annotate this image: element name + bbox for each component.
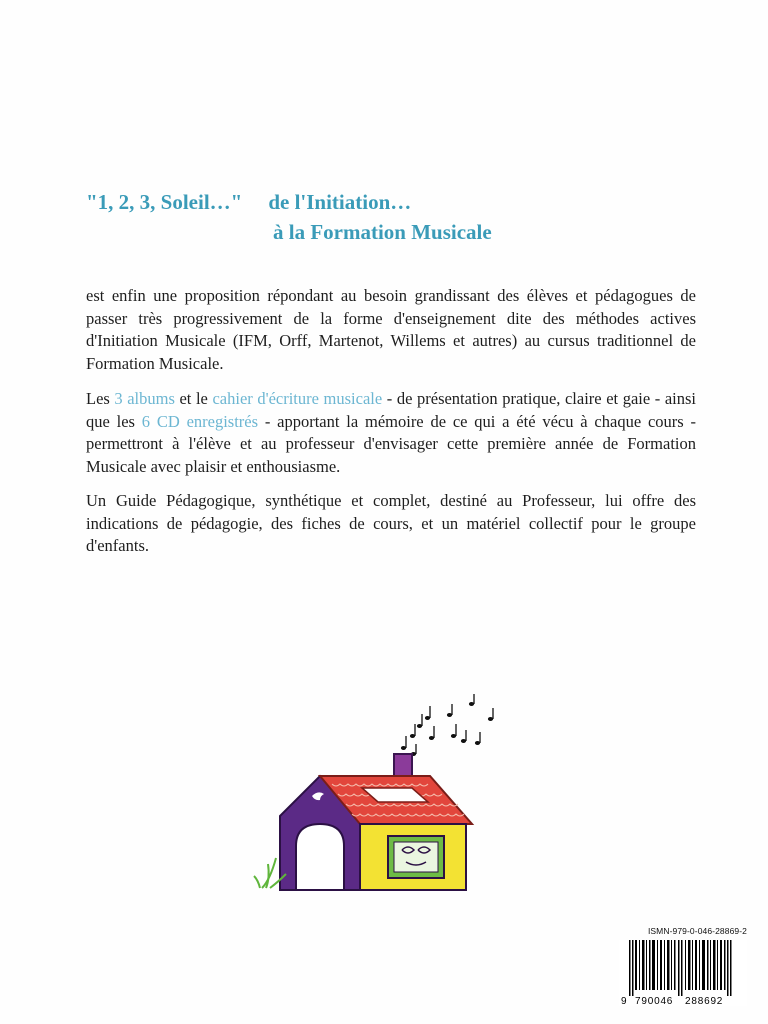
paragraph-materials-text-1: Les	[86, 389, 115, 408]
title-line-2: à la Formation Musicale	[273, 220, 492, 244]
title-series-name: "1, 2, 3, Soleil…"	[86, 190, 243, 214]
barcode-digit-left: 9	[621, 996, 627, 1006]
door-opening	[296, 824, 344, 890]
paragraph-materials-text-2: et le	[174, 389, 213, 408]
paragraph-materials-text-4: - apportant la mémoire de ce qui a été vécu à chaque cours - permettront à l'élève et au professeur d'envisager cette première année de Formation Musicale avec plaisir et enthousiasme.	[86, 411, 696, 476]
highlight-cahier: cahier d'écriture musicale	[212, 389, 383, 408]
title-line-1	[86, 188, 411, 216]
paragraph-materials	[86, 388, 696, 478]
title-subtitle-part1: de l'Initiation…	[268, 190, 412, 214]
music-notes-icon	[401, 694, 493, 756]
isbn-block	[619, 926, 747, 1006]
ismn-label: ISMN-979-0-046-28869-2	[647, 926, 747, 936]
paragraph-intro: est enfin une proposition répondant au besoin grandissant des élèves et pédagogues de passer très progressivement de la forme d'enseignement dite des méthodes actives d'Initiation Musicale (IFM, Orff, Martenot, Willems et autres) au cursus traditionnel de Formation Musicale.	[86, 286, 696, 373]
paragraph-materials-text-3: - de présentation pratique, claire et gaie - ainsi que les	[86, 389, 696, 431]
barcode-digits-group2: 288692	[685, 996, 724, 1006]
barcode-digits-group1: 790046	[635, 996, 674, 1006]
paragraph-guide: Un Guide Pédagogique, synthétique et complet, destiné au Professeur, lui offre des indications de pédagogie, des fiches de cours, et un matériel collectif pour le groupe d'enfants.	[86, 491, 696, 555]
house-illustration	[252, 684, 502, 894]
highlight-albums: 3 albums	[114, 389, 175, 408]
highlight-cd: 6 CD enregistrés	[141, 411, 259, 431]
barcode	[619, 940, 747, 1006]
